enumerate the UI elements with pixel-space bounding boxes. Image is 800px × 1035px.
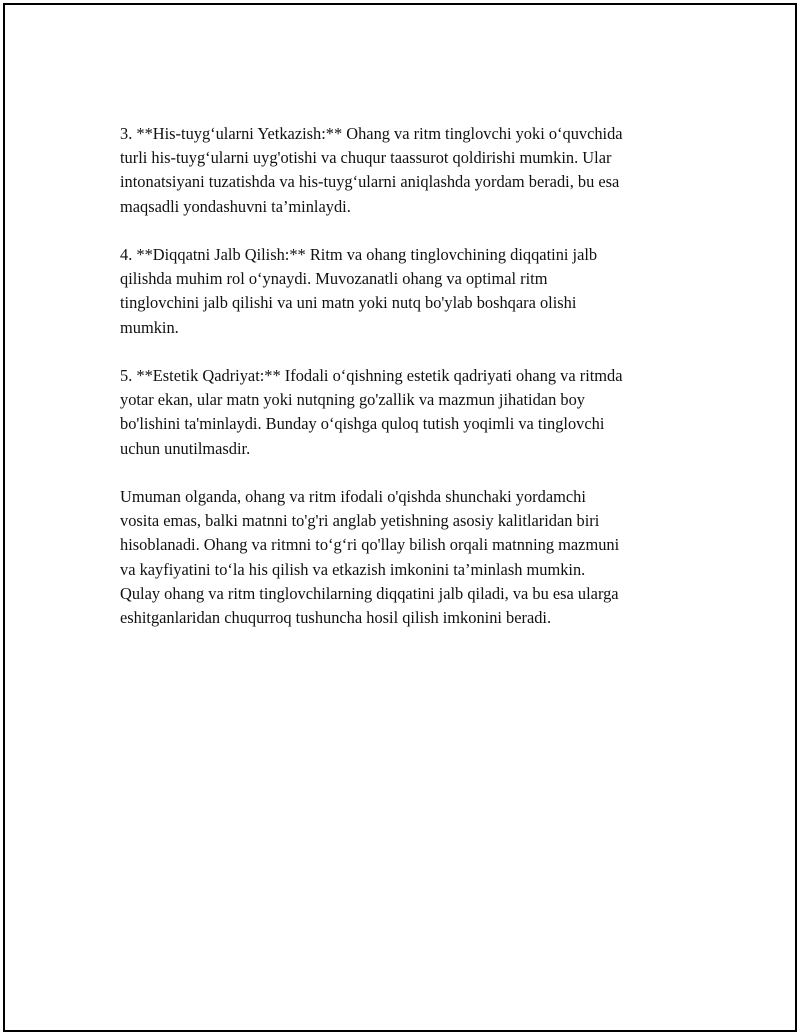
- text-line: uchun unutilmasdir.: [120, 438, 251, 458]
- text-line: qilishda muhim rol o‘ynaydi. Muvozanatli ohang va optimal ritm: [120, 269, 548, 289]
- page-frame: [3, 3, 797, 1032]
- text-line: eshitganlaridan chuqurroq tushuncha hosil qilish imkonini beradi.: [120, 608, 552, 628]
- paragraph-emotions: [120, 122, 700, 219]
- document-body: [120, 122, 700, 654]
- text-line: 3. **His-tuyg‘ularni Yetkazish:** Ohang va ritm tinglovchi yoki o‘quvchida: [120, 124, 623, 143]
- text-line: vosita emas, balki matnni to'g'ri anglab yetishning asosiy kalitlaridan biri: [120, 511, 600, 531]
- text-line: Qulay ohang va ritm tinglovchilarning diqqatini jalb qiladi, va bu esa ularga: [120, 583, 619, 603]
- text-line: bo'lishini ta'minlaydi. Bunday o‘qishga quloq tutish yoqimli va tinglovchi: [120, 414, 605, 434]
- text-line: 5. **Estetik Qadriyat:** Ifodali o‘qishning estetik qadriyati ohang va ritmda: [120, 366, 623, 385]
- text-line: intonatsiyani tuzatishda va his-tuyg‘ularni aniqlashda yordam beradi, bu esa: [120, 172, 620, 192]
- text-line: tinglovchini jalb qilishi va uni matn yoki nutq bo'ylab boshqara olishi: [120, 293, 577, 313]
- text-line: hisoblanadi. Ohang va ritmni to‘g‘ri qo'llay bilish orqali matnning mazmuni: [120, 535, 620, 555]
- text-line: turli his-tuyg‘ularni uyg'otishi va chuqur taassurot qoldirishi mumkin. Ular: [120, 148, 612, 168]
- text-line: Umuman olganda, ohang va ritm ifodali o'qishda shunchaki yordamchi: [120, 487, 586, 506]
- text-line: maqsadli yondashuvni ta’minlaydi.: [120, 196, 351, 216]
- paragraph-attention: [120, 243, 700, 340]
- text-line: mumkin.: [120, 317, 179, 337]
- paragraph-aesthetic: [120, 364, 700, 461]
- paragraph-conclusion: [120, 485, 700, 630]
- text-line: va kayfiyatini to‘la his qilish va etkazish imkonini ta’minlash mumkin.: [120, 559, 586, 579]
- text-line: 4. **Diqqatni Jalb Qilish:** Ritm va ohang tinglovchining diqqatini jalb: [120, 245, 598, 264]
- text-line: yotar ekan, ular matn yoki nutqning go'zallik va mazmun jihatidan boy: [120, 390, 585, 410]
